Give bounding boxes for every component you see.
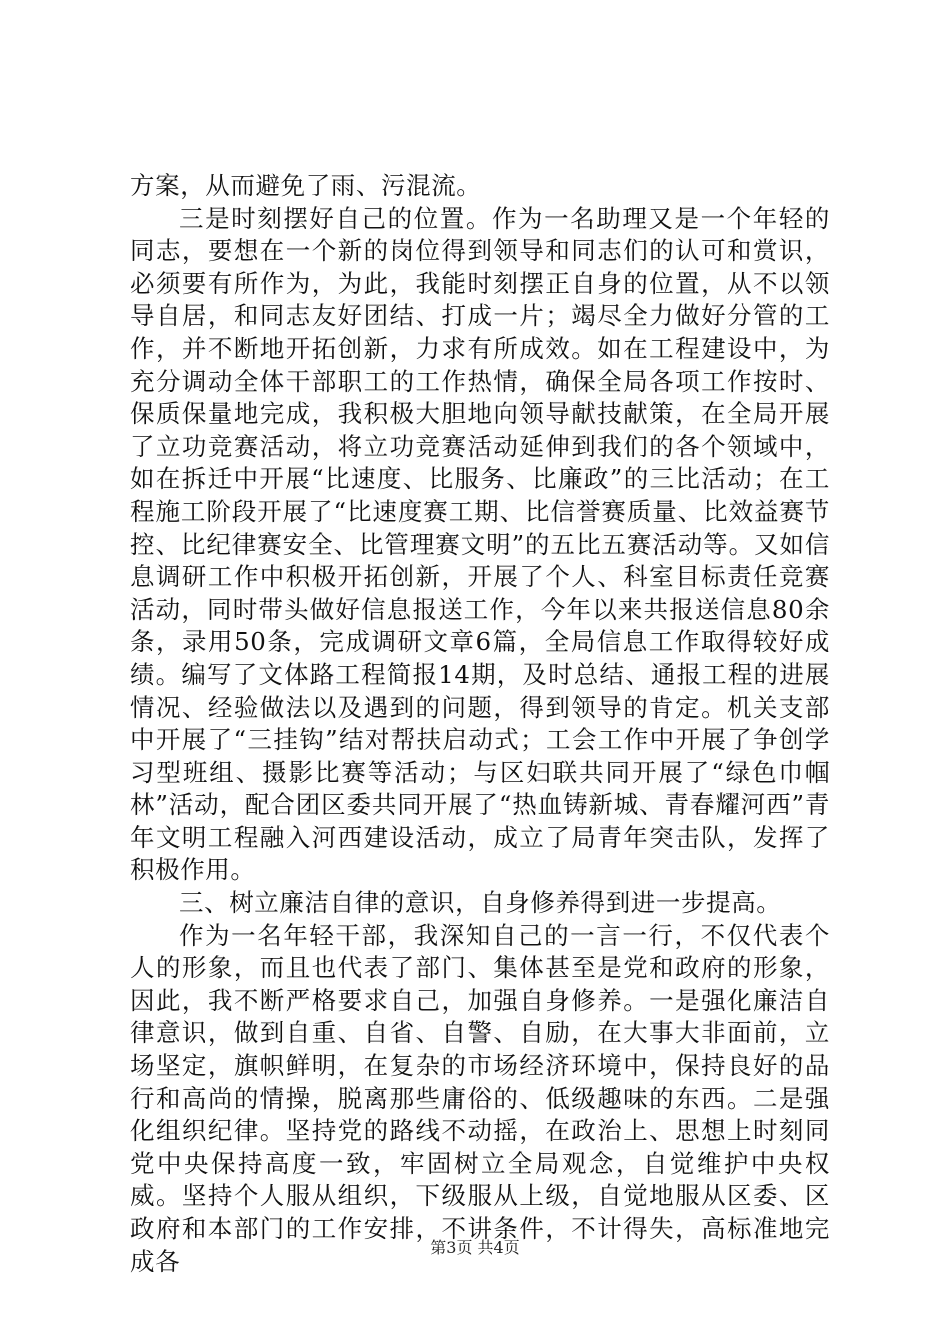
document-body bbox=[130, 170, 830, 1278]
page-footer: 第3页 共4页 bbox=[430, 1238, 520, 1257]
section-heading-integrity: 三、树立廉洁自律的意识，自身修养得到进一步提高。 bbox=[179, 888, 782, 918]
paragraph-position-awareness: 三是时刻摆好自己的位置。作为一名助理又是一个年轻的同志，要想在一个新的岗位得到领导和同志们的认可和赏识，必须要有所作为，为此，我能时刻摆正自身的位置，从不以领导自居，和同志友好团结、打成一片；竭尽全力做好分管的工作，并不断地开拓创新，力求有所成效。如在工程建设中，为充分调动全体干部职工的工作热情，确保全局各项工作按时、保质保量地完成，我积极大胆地向领导献技献策，在全局开展了立功竞赛活动，将立功竞赛活动延伸到我们的各个领域中，如在拆迁中开展“比速度、比服务、比廉政”的三比活动；在工程施工阶段开展了“比速度赛工期、比信誉赛质量、比效益赛节控、比纪律赛安全、比管理赛文明”的五比五赛活动等。又如信息调研工作中积极开拓创新，开展了个人、科室目标责任竞赛活动，同时带头做好信息报送工作，今年以来共报送信息80余条，录用50条，完成调研文章6篇，全局信息工作取得较好成绩。编写了文体路工程简报14期，及时总结、通报工程的进展情况、经验做法以及遇到的问题，得到领导的肯定。机关支部中开展了“三挂钩”结对帮扶启动式；工会工作中开展了争创学习型班组、摄影比赛等活动；与区妇联共同开展了“绿色巾帼林”活动，配合团区委共同开展了“热血铸新城、青春耀河西”青年文明工程融入河西建设活动，成立了局青年突击队，发挥了积极作用。 bbox=[130, 203, 830, 885]
paragraph-self-discipline: 作为一名年轻干部，我深知自己的一言一行，不仅代表个人的形象，而且也代表了部门、集体甚至是党和政府的形象，因此，我不断严格要求自己，加强自身修养。一是强化廉洁自律意识，做到自重、自省、自警、自励，在大事大非面前，立场坚定，旗帜鲜明，在复杂的市场经济环境中，保持良好的品行和高尚的情操，脱离那些庸俗的、低级趣味的东西。二是强化组织纪律。坚持党的路线不动摇，在政治上、思想上时刻同党中央保持高度一致，牢固树立全局观念，自觉维护中央权威。坚持个人服从组织，下级服从上级，自觉地服从区委、区政府和本部门的工作安排，不讲条件，不计得失，高标准地完成各 bbox=[130, 920, 830, 1276]
paragraph-continuation: 方案，从而避免了雨、污混流。 bbox=[130, 171, 482, 200]
